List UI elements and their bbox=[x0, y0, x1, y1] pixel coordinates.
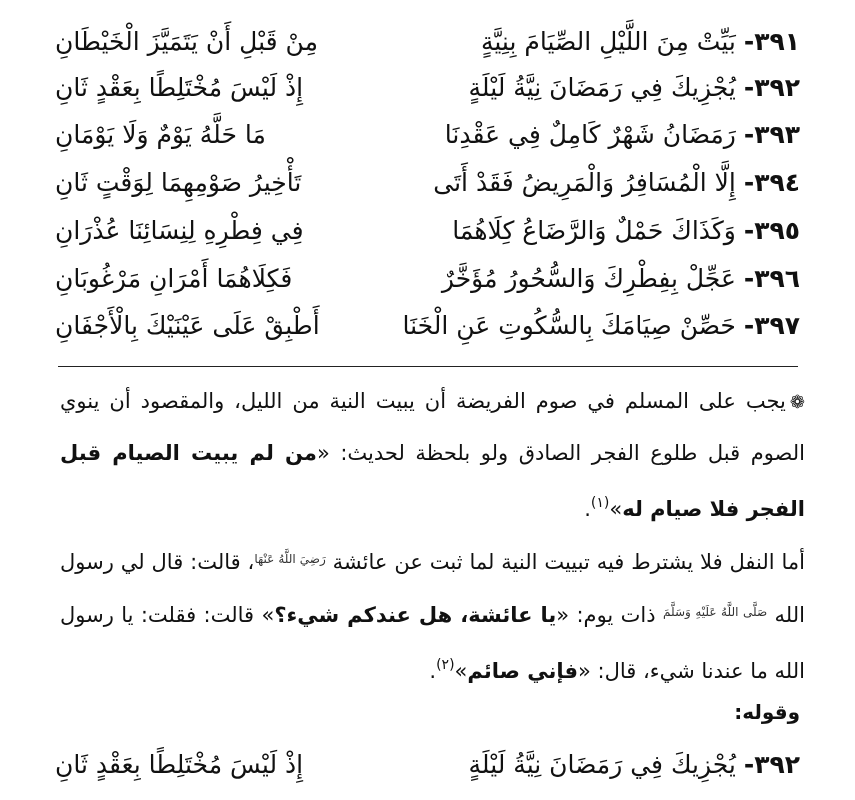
section-divider bbox=[58, 366, 798, 367]
footnote-marker: (٢) bbox=[436, 657, 455, 673]
commentary-paragraph-2 bbox=[60, 534, 805, 696]
verse-text: حَصِّنْ صِيَامَكَ بِالسُّكُوتِ عَنِ الْخَنَا bbox=[402, 311, 736, 340]
honorific-radiya-allahu-anha: رَضِيَ اللَّهُ عَنْهَا bbox=[254, 552, 326, 566]
honorific-salla-allahu-alayhi-wa-sallam: صَلَّى اللَّهُ عَلَيْهِ وَسَلَّمَ bbox=[663, 605, 768, 619]
footnote-marker: (١) bbox=[590, 495, 610, 511]
sentence-end: . bbox=[584, 497, 591, 521]
hadith-quote: من لم يبيت الصيام قبل الفجر فلا صيام له bbox=[60, 441, 805, 521]
verse-row-395 bbox=[55, 211, 800, 251]
verse-number: ٣٩٥- bbox=[743, 216, 800, 245]
verse-row-391 bbox=[55, 22, 800, 62]
verse-second-hemistich: فِي فِطْرِهِ لِنِسَائِنَا عُذْرَانِ bbox=[55, 216, 304, 245]
verse-second-hemistich: فَكِلَاهُمَا أَمْرَانِ مَرْغُوبَانِ bbox=[55, 264, 293, 293]
verse-row-393 bbox=[55, 115, 800, 155]
verse-first-hemistich bbox=[450, 745, 800, 785]
verse-text: يُجْزِيكَ فِي رَمَضَانَ نِيَّةُ لَيْلَةٍ bbox=[468, 73, 736, 102]
verse-second-hemistich: مِنْ قَبْلِ أَنْ يَتَمَيَّزَ الْخَيْطَانِ bbox=[55, 27, 318, 56]
verse-row-396 bbox=[55, 259, 800, 299]
verse-text: عَجِّلْ بِفِطْرِكَ وَالسُّحُورُ مُؤَخَّرٌ bbox=[441, 264, 736, 293]
paragraph-text: ذات يوم: « bbox=[556, 603, 656, 627]
paragraph-text: أما النفل فلا يشترط فيه تبييت النية لما ثبت عن عائشة bbox=[332, 550, 805, 574]
verse-text: يُجْزِيكَ فِي رَمَضَانَ نِيَّةُ لَيْلَةٍ bbox=[468, 750, 736, 779]
verse-number: ٣٩٦- bbox=[743, 264, 800, 293]
verse-number: ٣٩٣- bbox=[743, 120, 800, 149]
verse-first-hemistich bbox=[450, 22, 800, 62]
verse-number: ٣٩٢- bbox=[743, 750, 800, 779]
verse-first-hemistich bbox=[402, 306, 800, 346]
commentary-paragraph-1 bbox=[60, 376, 805, 534]
verse-row-392 bbox=[55, 68, 800, 108]
paragraph-text: » قالت: فقلت: يا رسول الله ما عندنا شيء، قال: « bbox=[60, 603, 805, 683]
sentence-end: . bbox=[429, 659, 437, 683]
verse-second-hemistich: إِذْ لَيْسَ مُخْتَلِطًا بِعَقْدٍ ثَانِ bbox=[55, 750, 304, 779]
verse-second-hemistich: تَأْخِيرُ صَوْمِهِمَا لِوَقْتٍ ثَانِ bbox=[55, 168, 302, 197]
hadith-quote: فإني صائم bbox=[467, 659, 579, 683]
verse-second-hemistich: أَطْبِقْ عَلَى عَيْنَيْكَ بِالْأَجْفَانِ bbox=[55, 311, 320, 340]
verse-number: ٣٩٢- bbox=[743, 73, 800, 102]
verse-text: وَكَذَاكَ حَمْلٌ وَالرَّضَاعُ كِلَاهُمَا bbox=[452, 216, 736, 245]
verse-first-hemistich bbox=[450, 211, 800, 251]
verse-row-392-repeat bbox=[55, 745, 800, 785]
verse-second-hemistich: مَا حَلَّهُ يَوْمٌ وَلَا يَوْمَانِ bbox=[55, 120, 266, 149]
verse-number: ٣٩٤- bbox=[743, 168, 800, 197]
verse-number: ٣٩١- bbox=[743, 27, 800, 56]
verse-first-hemistich bbox=[444, 115, 800, 155]
verse-text: بَيِّتْ مِنَ اللَّيْلِ الصِّيَامَ بِنِيَّةٍ bbox=[480, 27, 736, 56]
verse-second-hemistich: إِذْ لَيْسَ مُخْتَلِطًا بِعَقْدٍ ثَانِ bbox=[55, 73, 304, 102]
verse-row-397 bbox=[55, 306, 800, 346]
flower-ornament-icon: ❁ bbox=[789, 392, 805, 413]
verse-first-hemistich bbox=[441, 259, 800, 299]
verse-text: رَمَضَانُ شَهْرٌ كَامِلٌ فِي عَقْدِنَا bbox=[444, 120, 736, 149]
verse-first-hemistich bbox=[450, 68, 800, 108]
quote-close: » bbox=[609, 497, 623, 521]
section-label: وقوله: bbox=[734, 700, 800, 724]
paragraph-text: ، قالت: قال لي رسول الله bbox=[60, 550, 805, 627]
paragraph-text: يجب على المسلم في صوم الفريضة أن يبيت النية من الليل، والمقصود أن ينوي الصوم قبل طلوع الفجر الصادق ولو بلحظة لحديث: « bbox=[60, 389, 805, 465]
verse-first-hemistich bbox=[433, 163, 800, 203]
hadith-quote: يا عائشة، هل عندكم شيء؟ bbox=[274, 603, 557, 627]
verse-text: إِلَّا الْمُسَافِرُ وَالْمَرِيضُ فَقَدْ أَتَى bbox=[433, 168, 736, 197]
verse-number: ٣٩٧- bbox=[743, 311, 800, 340]
quote-close: » bbox=[454, 659, 468, 683]
verse-row-394 bbox=[55, 163, 800, 203]
